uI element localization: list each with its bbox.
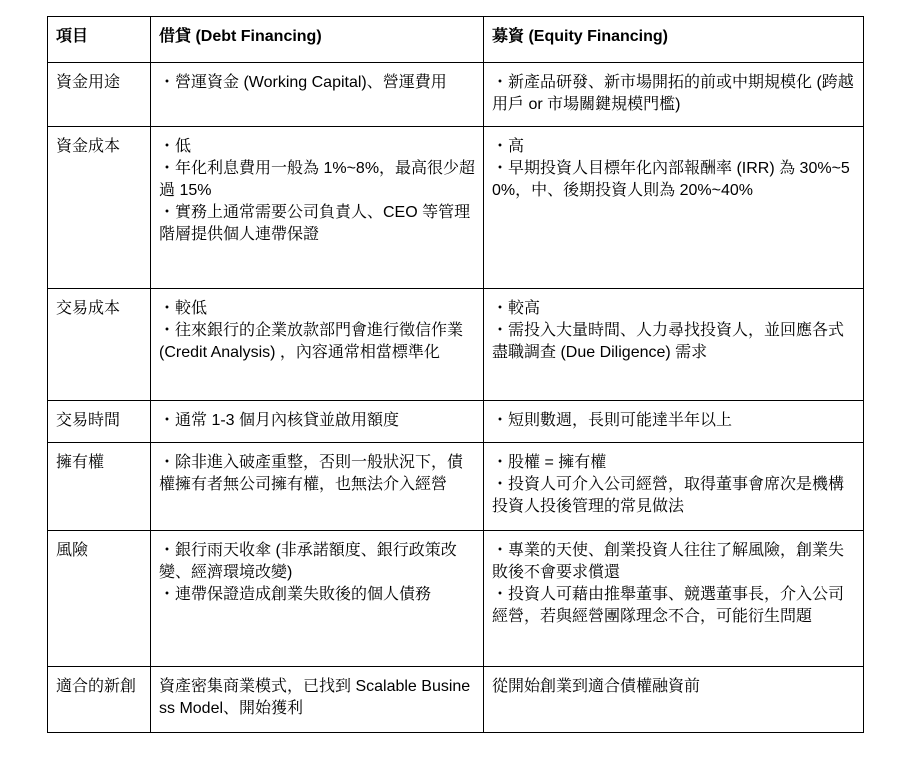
table-row [48,63,864,127]
debt-cell [151,667,484,733]
equity-cell [484,443,864,531]
cell-line: ・銀行雨天收傘 (非承諾額度、銀行政策改變、經濟環境改變) [159,542,457,581]
cell-line: ・年化利息費用一般為 1%~8%，最高很少超過 15% [159,160,476,199]
cell-line: ・短則數週，長則可能達半年以上 [492,412,733,429]
row-label: 資金用途 [48,63,151,127]
cell-line: ・往來銀行的企業放款部門會進行徵信作業 (Credit Analysis) ，內容通常相當標準化 [159,322,464,361]
table-row [48,443,864,531]
table-row [48,667,864,733]
comparison-table [47,16,864,733]
debt-cell [151,127,484,289]
equity-cell [484,401,864,443]
header-equity: 募資 (Equity Financing) [484,17,864,63]
debt-cell [151,531,484,667]
cell-line: ・投資人可介入公司經營，取得董事會席次是機構投資人投後管理的常見做法 [492,476,845,515]
row-label: 交易成本 [48,289,151,401]
equity-cell [484,667,864,733]
cell-line: ・高 [492,138,525,155]
row-label: 交易時間 [48,401,151,443]
debt-cell [151,63,484,127]
cell-line: ・新產品研發、新市場開拓的前或中期規模化 (跨越用戶 or 市場關鍵規模門檻) [492,74,854,113]
cell-line: ・連帶保證造成創業失敗後的個人債務 [159,586,432,603]
cell-line: ・股權 = 擁有權 [492,454,607,471]
cell-line: ・低 [159,138,192,155]
cell-line: 從開始創業到適合債權融資前 [492,678,701,695]
header-row [48,17,864,63]
header-item: 項目 [48,17,151,63]
row-label: 資金成本 [48,127,151,289]
row-label: 風險 [48,531,151,667]
equity-cell [484,289,864,401]
cell-line: ・較低 [159,300,208,317]
table-row [48,401,864,443]
equity-cell [484,531,864,667]
row-label: 適合的新創 [48,667,151,733]
cell-line: ・投資人可藉由推舉董事、競選董事長，介入公司經營，若與經營團隊理念不合，可能衍生問題 [492,586,845,625]
row-label: 擁有權 [48,443,151,531]
cell-line: ・需投入大量時間、人力尋找投資人，並回應各式盡職調查 (Due Diligence) 需求 [492,322,845,361]
table-row [48,289,864,401]
table-row [48,531,864,667]
header-debt: 借貸 (Debt Financing) [151,17,484,63]
cell-line: ・較高 [492,300,541,317]
cell-line: ・通常 1-3 個月內核貸並啟用額度 [159,412,400,429]
cell-line: 資產密集商業模式，已找到 Scalable Business Model、開始獲利 [159,678,471,717]
cell-line: ・早期投資人目標年化內部報酬率 (IRR) 為 30%~50%，中、後期投資人則為 20%~40% [492,160,850,199]
cell-line: ・實務上通常需要公司負責人、CEO 等管理階層提供個人連帶保證 [159,204,471,243]
equity-cell [484,63,864,127]
equity-cell [484,127,864,289]
debt-cell [151,443,484,531]
cell-line: ・除非進入破產重整，否則一般狀況下，債權擁有者無公司擁有權，也無法介入經營 [159,454,464,493]
cell-line: ・專業的天使、創業投資人往往了解風險，創業失敗後不會要求償還 [492,542,845,581]
table-row [48,127,864,289]
debt-cell [151,401,484,443]
debt-cell [151,289,484,401]
cell-line: ・營運資金 (Working Capital)、營運費用 [159,74,447,91]
